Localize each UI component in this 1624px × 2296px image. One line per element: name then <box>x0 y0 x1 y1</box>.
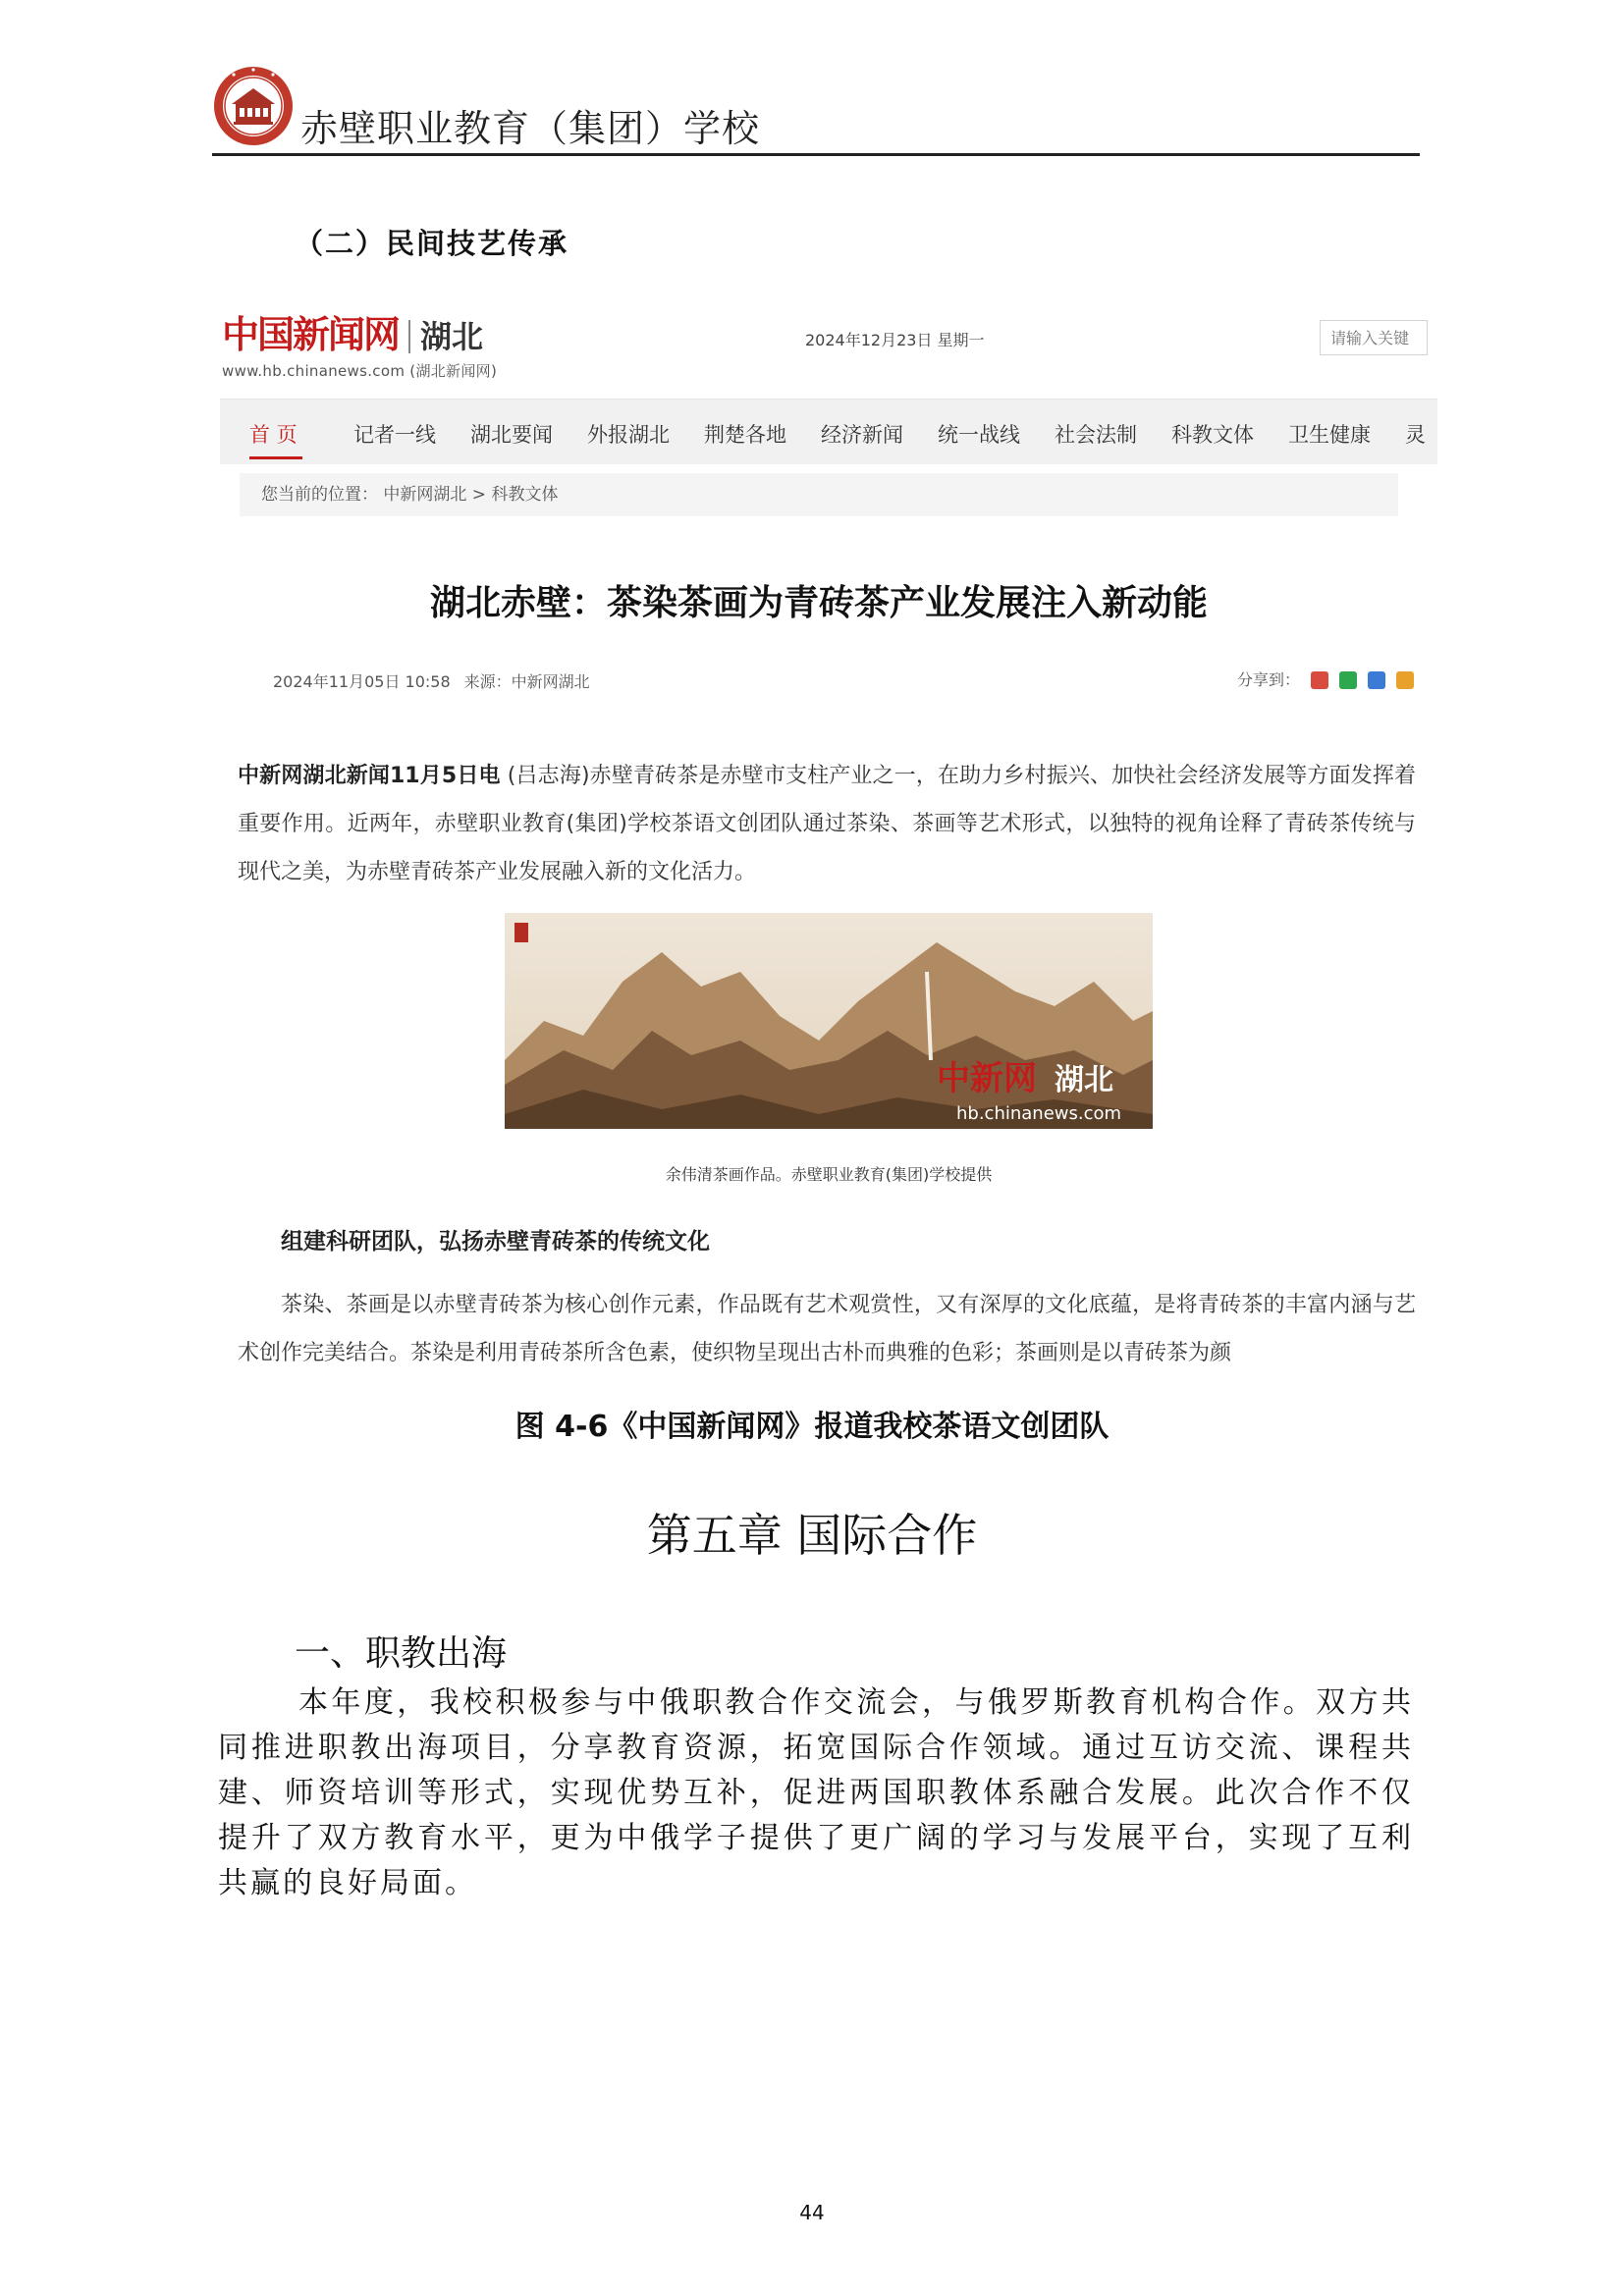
nav-active-indicator <box>249 456 302 459</box>
logo-divider <box>408 320 410 353</box>
school-name: 赤壁职业教育（集团）学校 <box>300 107 761 150</box>
nav-item-home[interactable]: 首 页 <box>249 423 298 447</box>
share-bar <box>1237 667 1414 690</box>
article-paragraph-1-text: (吕志海)赤壁青砖茶是赤壁市支柱产业之一，在助力乡村振兴、加快社会经济发展等方面发挥着重要作用。近两年，赤壁职业教育(集团)学校茶语文创团队通过茶染、茶画等艺术形式，以独特的视角诠释了青砖茶传统与现代之美，为赤壁青砖茶产业发展融入新的文化活力。 <box>238 764 1416 884</box>
nav-item-health[interactable]: 卫生健康 <box>1288 423 1371 447</box>
article-subheading: 组建科研团队，弘扬赤壁青砖茶的传统文化 <box>281 1229 710 1255</box>
nav-item-law[interactable]: 社会法制 <box>1055 423 1137 447</box>
sub-section-title: 一、职教出海 <box>295 1633 508 1674</box>
article-source: 来源：中新网湖北 <box>463 672 590 691</box>
nav-item-more[interactable]: 灵 <box>1405 423 1426 447</box>
weibo-share-icon[interactable] <box>1311 671 1328 689</box>
news-screenshot <box>220 294 1426 1366</box>
page-header <box>212 63 1420 156</box>
article-paragraph-1 <box>238 752 1416 896</box>
nav-item-regions[interactable]: 荆楚各地 <box>704 423 786 447</box>
wechat-share-icon[interactable] <box>1339 671 1357 689</box>
article-meta <box>273 669 590 692</box>
page-number: 44 <box>799 2201 825 2224</box>
article-lead: 中新网湖北新闻11月5日电 <box>238 764 501 788</box>
share-label: 分享到： <box>1237 670 1301 689</box>
site-search-input[interactable] <box>1320 320 1428 355</box>
chapter-title: 第五章 国际合作 <box>646 1509 978 1562</box>
section-heading: （二）民间技艺传承 <box>295 227 569 260</box>
nav-item-united-front[interactable]: 统一战线 <box>938 423 1020 447</box>
figure-caption: 图 4-6《中国新闻网》报道我校茶语文创团队 <box>514 1410 1110 1444</box>
nav-item-reporter[interactable]: 记者一线 <box>353 423 436 447</box>
watermark-url: hb.chinanews.com <box>956 1103 1122 1124</box>
site-region: 湖北 <box>420 318 484 355</box>
image-caption: 余伟清茶画作品。赤壁职业教育(集团)学校提供 <box>665 1165 993 1184</box>
site-date: 2024年12月23日 星期一 <box>805 331 985 349</box>
publish-time: 2024年11月05日 10:58 <box>273 672 451 691</box>
nav-item-hubei-news[interactable]: 湖北要闻 <box>470 423 553 447</box>
breadcrumb: 您当前的位置： 中新网湖北 > 科教文体 <box>240 473 1398 516</box>
article-title: 湖北赤壁：茶染茶画为青砖茶产业发展注入新动能 <box>429 583 1208 623</box>
nav-item-external[interactable]: 外报湖北 <box>587 423 670 447</box>
nav-item-culture[interactable]: 科教文体 <box>1171 423 1254 447</box>
school-logo <box>212 65 295 147</box>
qzone-share-icon[interactable] <box>1396 671 1414 689</box>
site-nav <box>220 399 1437 464</box>
article-paragraph-2: 茶染、茶画是以赤壁青砖茶为核心创作元素，作品既有艺术观赏性，又有深厚的文化底蕴，是将青砖茶的丰富内涵与艺术创作完美结合。茶染是利用青砖茶所含色素，使织物呈现出古朴而典雅的色彩；茶画则是以青砖茶为颜 <box>238 1293 1416 1365</box>
site-brand: 中国新闻网 <box>222 312 400 356</box>
body-text: 本年度，我校积极参与中俄职教合作交流会，与俄罗斯教育机构合作。双方共同推进职教出海项目，分享教育资源，拓宽国际合作领域。通过互访交流、课程共建、师资培训等形式，实现优势互补，促进两国职教体系融合发展。此次合作不仅提升了双方教育水平，更为中俄学子提供了更广阔的学习与发展平台，实现了互利共赢的良好局面。 <box>218 1685 1414 1900</box>
qq-share-icon[interactable] <box>1368 671 1385 689</box>
watermark-region: 湖北 <box>1055 1063 1113 1097</box>
site-url: www.hb.chinanews.com (湖北新闻网) <box>222 362 498 380</box>
watermark-brand: 中新网 <box>937 1059 1037 1098</box>
tea-painting-image <box>505 913 1153 1129</box>
site-logo[interactable] <box>222 304 497 381</box>
nav-item-economy[interactable]: 经济新闻 <box>821 423 903 447</box>
